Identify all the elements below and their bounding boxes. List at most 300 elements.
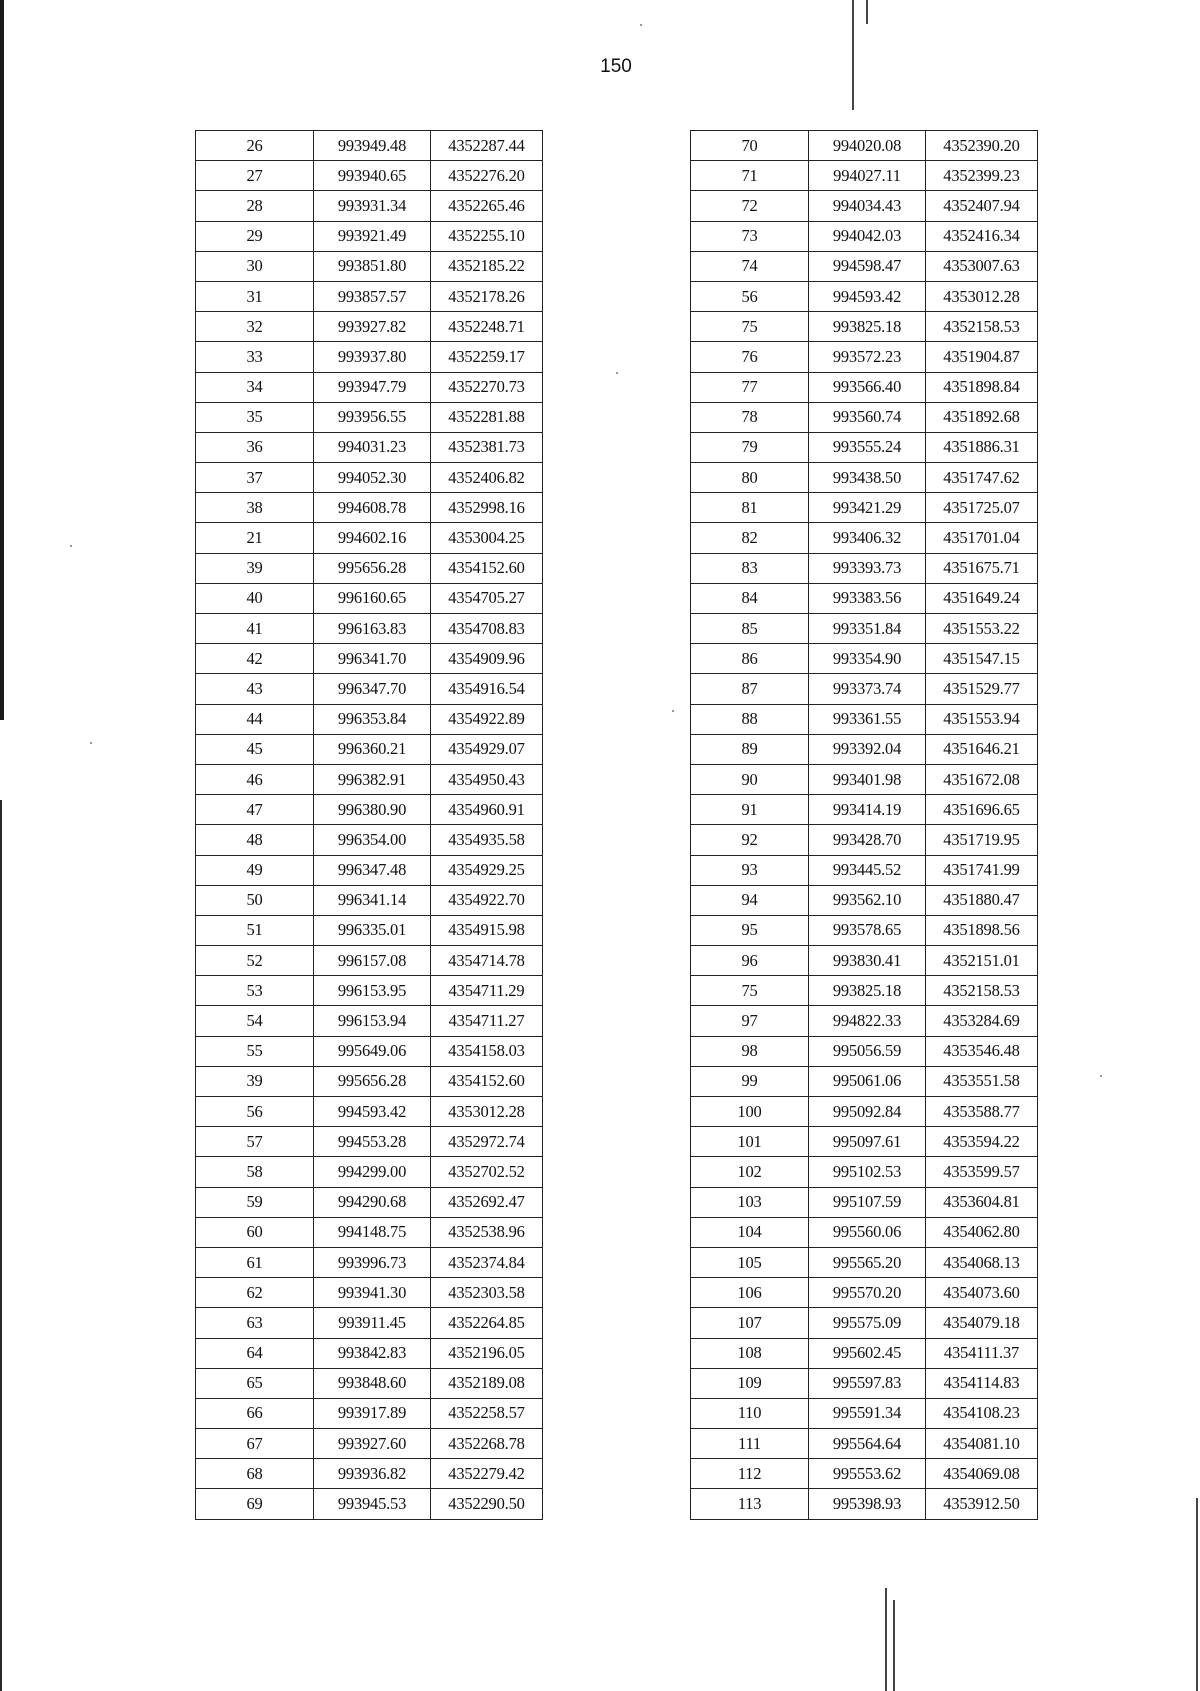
point-number-cell: 77	[691, 372, 809, 402]
x-coordinate-cell: 994822.33	[809, 1006, 926, 1036]
x-coordinate-cell: 996157.08	[314, 946, 431, 976]
x-coordinate-cell: 994042.03	[809, 221, 926, 251]
point-number-cell: 57	[196, 1127, 314, 1157]
x-coordinate-cell: 993401.98	[809, 764, 926, 794]
y-coordinate-cell: 4354950.43	[431, 764, 543, 794]
y-coordinate-cell: 4351898.84	[926, 372, 1038, 402]
x-coordinate-cell: 993555.24	[809, 432, 926, 462]
y-coordinate-cell: 4354960.91	[431, 795, 543, 825]
y-coordinate-cell: 4354922.70	[431, 885, 543, 915]
x-coordinate-cell: 993940.65	[314, 161, 431, 191]
table-row	[691, 855, 1038, 885]
y-coordinate-cell: 4354714.78	[431, 946, 543, 976]
point-number-cell: 28	[196, 191, 314, 221]
table-row	[196, 946, 543, 976]
point-number-cell: 40	[196, 583, 314, 613]
point-number-cell: 86	[691, 644, 809, 674]
y-coordinate-cell: 4352185.22	[431, 251, 543, 281]
table-row	[691, 251, 1038, 281]
table-row	[691, 1278, 1038, 1308]
x-coordinate-cell: 993445.52	[809, 855, 926, 885]
y-coordinate-cell: 4353912.50	[926, 1489, 1038, 1519]
x-coordinate-cell: 994608.78	[314, 493, 431, 523]
y-coordinate-cell: 4354069.08	[926, 1459, 1038, 1489]
x-coordinate-cell: 996347.70	[314, 674, 431, 704]
table-row	[196, 734, 543, 764]
scan-speck	[616, 372, 618, 374]
point-number-cell: 108	[691, 1338, 809, 1368]
x-coordinate-cell: 993931.34	[314, 191, 431, 221]
x-coordinate-cell: 993393.73	[809, 553, 926, 583]
table-row	[691, 1489, 1038, 1519]
y-coordinate-cell: 4354935.58	[431, 825, 543, 855]
y-coordinate-cell: 4353004.25	[431, 523, 543, 553]
x-coordinate-cell: 995398.93	[809, 1489, 926, 1519]
x-coordinate-cell: 993560.74	[809, 402, 926, 432]
x-coordinate-cell: 996153.95	[314, 976, 431, 1006]
table-row	[196, 1247, 543, 1277]
table-row	[691, 1187, 1038, 1217]
point-number-cell: 83	[691, 553, 809, 583]
y-coordinate-cell: 4354711.29	[431, 976, 543, 1006]
x-coordinate-cell: 993414.19	[809, 795, 926, 825]
point-number-cell: 42	[196, 644, 314, 674]
scan-line-artifact	[866, 0, 868, 24]
y-coordinate-cell: 4353604.81	[926, 1187, 1038, 1217]
y-coordinate-cell: 4351747.62	[926, 463, 1038, 493]
y-coordinate-cell: 4352381.73	[431, 432, 543, 462]
table-row	[691, 493, 1038, 523]
table-row	[196, 553, 543, 583]
x-coordinate-cell: 995097.61	[809, 1127, 926, 1157]
table-row	[691, 1097, 1038, 1127]
table-row	[196, 885, 543, 915]
x-coordinate-cell: 996163.83	[314, 614, 431, 644]
point-number-cell: 91	[691, 795, 809, 825]
point-number-cell: 112	[691, 1459, 809, 1489]
x-coordinate-cell: 993373.74	[809, 674, 926, 704]
table-row	[691, 795, 1038, 825]
x-coordinate-cell: 994598.47	[809, 251, 926, 281]
x-coordinate-cell: 994593.42	[314, 1097, 431, 1127]
point-number-cell: 34	[196, 372, 314, 402]
point-number-cell: 88	[691, 704, 809, 734]
x-coordinate-cell: 995565.20	[809, 1247, 926, 1277]
table-row	[691, 131, 1038, 161]
y-coordinate-cell: 4352158.53	[926, 312, 1038, 342]
y-coordinate-cell: 4351675.71	[926, 553, 1038, 583]
x-coordinate-cell: 993956.55	[314, 402, 431, 432]
scan-speck	[1100, 1075, 1102, 1077]
table-row	[691, 734, 1038, 764]
y-coordinate-cell: 4352276.20	[431, 161, 543, 191]
y-coordinate-cell: 4352151.01	[926, 946, 1038, 976]
y-coordinate-cell: 4354915.98	[431, 915, 543, 945]
point-number-cell: 47	[196, 795, 314, 825]
x-coordinate-cell: 994148.75	[314, 1217, 431, 1247]
y-coordinate-cell: 4351904.87	[926, 342, 1038, 372]
x-coordinate-cell: 993383.56	[809, 583, 926, 613]
x-coordinate-cell: 993937.80	[314, 342, 431, 372]
scan-speck	[672, 710, 674, 712]
table-row	[196, 402, 543, 432]
point-number-cell: 82	[691, 523, 809, 553]
table-row	[196, 1036, 543, 1066]
x-coordinate-cell: 994020.08	[809, 131, 926, 161]
table-row	[691, 191, 1038, 221]
y-coordinate-cell: 4354922.89	[431, 704, 543, 734]
point-number-cell: 94	[691, 885, 809, 915]
y-coordinate-cell: 4354111.37	[926, 1338, 1038, 1368]
page-number: 150	[600, 56, 632, 77]
x-coordinate-cell: 994290.68	[314, 1187, 431, 1217]
y-coordinate-cell: 4351886.31	[926, 432, 1038, 462]
table-row	[196, 644, 543, 674]
point-number-cell: 71	[691, 161, 809, 191]
point-number-cell: 59	[196, 1187, 314, 1217]
x-coordinate-cell: 993996.73	[314, 1247, 431, 1277]
scan-line-artifact	[885, 1588, 887, 1691]
table-row	[691, 1308, 1038, 1338]
table-row	[691, 1157, 1038, 1187]
point-number-cell: 53	[196, 976, 314, 1006]
point-number-cell: 97	[691, 1006, 809, 1036]
point-number-cell: 45	[196, 734, 314, 764]
x-coordinate-cell: 993947.79	[314, 372, 431, 402]
table-row	[196, 1097, 543, 1127]
scan-edge-artifact	[0, 0, 4, 720]
x-coordinate-cell: 993566.40	[809, 372, 926, 402]
table-row	[691, 161, 1038, 191]
y-coordinate-cell: 4352374.84	[431, 1247, 543, 1277]
table-row	[196, 976, 543, 1006]
table-row	[196, 855, 543, 885]
y-coordinate-cell: 4352538.96	[431, 1217, 543, 1247]
x-coordinate-cell: 993562.10	[809, 885, 926, 915]
point-number-cell: 75	[691, 976, 809, 1006]
y-coordinate-cell: 4352416.34	[926, 221, 1038, 251]
table-row	[196, 161, 543, 191]
table-row	[196, 1459, 543, 1489]
x-coordinate-cell: 993406.32	[809, 523, 926, 553]
table-row	[196, 432, 543, 462]
y-coordinate-cell: 4353012.28	[926, 281, 1038, 311]
y-coordinate-cell: 4352399.23	[926, 161, 1038, 191]
point-number-cell: 109	[691, 1368, 809, 1398]
table-row	[691, 583, 1038, 613]
point-number-cell: 89	[691, 734, 809, 764]
x-coordinate-cell: 993945.53	[314, 1489, 431, 1519]
point-number-cell: 100	[691, 1097, 809, 1127]
scan-line-artifact	[1196, 1498, 1198, 1691]
point-number-cell: 111	[691, 1429, 809, 1459]
point-number-cell: 58	[196, 1157, 314, 1187]
table-row	[196, 131, 543, 161]
y-coordinate-cell: 4351553.94	[926, 704, 1038, 734]
table-row	[691, 432, 1038, 462]
table-row	[196, 674, 543, 704]
x-coordinate-cell: 993825.18	[809, 312, 926, 342]
x-coordinate-cell: 993428.70	[809, 825, 926, 855]
point-number-cell: 96	[691, 946, 809, 976]
y-coordinate-cell: 4351696.65	[926, 795, 1038, 825]
x-coordinate-cell: 993825.18	[809, 976, 926, 1006]
y-coordinate-cell: 4354909.96	[431, 644, 543, 674]
y-coordinate-cell: 4352265.46	[431, 191, 543, 221]
y-coordinate-cell: 4352248.71	[431, 312, 543, 342]
y-coordinate-cell: 4353594.22	[926, 1127, 1038, 1157]
table-row	[691, 1398, 1038, 1428]
y-coordinate-cell: 4353599.57	[926, 1157, 1038, 1187]
y-coordinate-cell: 4354079.18	[926, 1308, 1038, 1338]
point-number-cell: 52	[196, 946, 314, 976]
x-coordinate-cell: 993949.48	[314, 131, 431, 161]
x-coordinate-cell: 995570.20	[809, 1278, 926, 1308]
x-coordinate-cell: 995591.34	[809, 1398, 926, 1428]
table-row	[196, 1398, 543, 1428]
table-row	[196, 1308, 543, 1338]
x-coordinate-cell: 996354.00	[314, 825, 431, 855]
x-coordinate-cell: 993361.55	[809, 704, 926, 734]
y-coordinate-cell: 4352196.05	[431, 1338, 543, 1368]
x-coordinate-cell: 994034.43	[809, 191, 926, 221]
y-coordinate-cell: 4352692.47	[431, 1187, 543, 1217]
x-coordinate-cell: 994299.00	[314, 1157, 431, 1187]
x-coordinate-cell: 993936.82	[314, 1459, 431, 1489]
y-coordinate-cell: 4354929.25	[431, 855, 543, 885]
y-coordinate-cell: 4351701.04	[926, 523, 1038, 553]
table-row	[691, 523, 1038, 553]
table-row	[691, 1217, 1038, 1247]
point-number-cell: 44	[196, 704, 314, 734]
y-coordinate-cell: 4354081.10	[926, 1429, 1038, 1459]
scan-edge-artifact	[0, 800, 2, 1691]
x-coordinate-cell: 996353.84	[314, 704, 431, 734]
point-number-cell: 102	[691, 1157, 809, 1187]
y-coordinate-cell: 4353007.63	[926, 251, 1038, 281]
y-coordinate-cell: 4352407.94	[926, 191, 1038, 221]
point-number-cell: 49	[196, 855, 314, 885]
y-coordinate-cell: 4351892.68	[926, 402, 1038, 432]
table-row	[691, 1429, 1038, 1459]
table-row	[691, 463, 1038, 493]
table-row	[196, 342, 543, 372]
point-number-cell: 78	[691, 402, 809, 432]
table-row	[691, 281, 1038, 311]
x-coordinate-cell: 993917.89	[314, 1398, 431, 1428]
point-number-cell: 65	[196, 1368, 314, 1398]
point-number-cell: 41	[196, 614, 314, 644]
table-row	[691, 644, 1038, 674]
table-row	[196, 372, 543, 402]
point-number-cell: 87	[691, 674, 809, 704]
y-coordinate-cell: 4354152.60	[431, 553, 543, 583]
y-coordinate-cell: 4352178.26	[431, 281, 543, 311]
table-row	[691, 1459, 1038, 1489]
x-coordinate-cell: 993842.83	[314, 1338, 431, 1368]
x-coordinate-cell: 996160.65	[314, 583, 431, 613]
point-number-cell: 93	[691, 855, 809, 885]
x-coordinate-cell: 996360.21	[314, 734, 431, 764]
y-coordinate-cell: 4354108.23	[926, 1398, 1038, 1428]
table-row	[196, 583, 543, 613]
scan-line-artifact	[852, 0, 854, 110]
y-coordinate-cell: 4354152.60	[431, 1066, 543, 1096]
point-number-cell: 38	[196, 493, 314, 523]
table-row	[691, 553, 1038, 583]
x-coordinate-cell: 995564.64	[809, 1429, 926, 1459]
x-coordinate-cell: 995656.28	[314, 1066, 431, 1096]
point-number-cell: 99	[691, 1066, 809, 1096]
table-row	[691, 1247, 1038, 1277]
y-coordinate-cell: 4351529.77	[926, 674, 1038, 704]
x-coordinate-cell: 995102.53	[809, 1157, 926, 1187]
point-number-cell: 79	[691, 432, 809, 462]
x-coordinate-cell: 994027.11	[809, 161, 926, 191]
y-coordinate-cell: 4353551.58	[926, 1066, 1038, 1096]
table-row	[196, 1368, 543, 1398]
table-row	[196, 191, 543, 221]
point-number-cell: 39	[196, 553, 314, 583]
y-coordinate-cell: 4352158.53	[926, 976, 1038, 1006]
scan-speck	[640, 24, 642, 26]
point-number-cell: 27	[196, 161, 314, 191]
x-coordinate-cell: 996347.48	[314, 855, 431, 885]
point-number-cell: 72	[691, 191, 809, 221]
point-number-cell: 32	[196, 312, 314, 342]
x-coordinate-cell: 995602.45	[809, 1338, 926, 1368]
table-row	[196, 281, 543, 311]
y-coordinate-cell: 4352268.78	[431, 1429, 543, 1459]
point-number-cell: 39	[196, 1066, 314, 1096]
x-coordinate-cell: 996341.70	[314, 644, 431, 674]
table-row	[196, 1489, 543, 1519]
coordinate-table-right	[690, 130, 1038, 1520]
y-coordinate-cell: 4352290.50	[431, 1489, 543, 1519]
x-coordinate-cell: 993351.84	[809, 614, 926, 644]
scan-line-artifact	[893, 1600, 895, 1691]
point-number-cell: 84	[691, 583, 809, 613]
x-coordinate-cell: 995597.83	[809, 1368, 926, 1398]
point-number-cell: 46	[196, 764, 314, 794]
table-row	[196, 1338, 543, 1368]
point-number-cell: 33	[196, 342, 314, 372]
point-number-cell: 56	[691, 281, 809, 311]
coordinate-table-left	[195, 130, 543, 1520]
x-coordinate-cell: 996341.14	[314, 885, 431, 915]
y-coordinate-cell: 4353588.77	[926, 1097, 1038, 1127]
point-number-cell: 70	[691, 131, 809, 161]
x-coordinate-cell: 995575.09	[809, 1308, 926, 1338]
point-number-cell: 37	[196, 463, 314, 493]
y-coordinate-cell: 4354705.27	[431, 583, 543, 613]
y-coordinate-cell: 4354158.03	[431, 1036, 543, 1066]
y-coordinate-cell: 4354068.13	[926, 1247, 1038, 1277]
y-coordinate-cell: 4352998.16	[431, 493, 543, 523]
y-coordinate-cell: 4353012.28	[431, 1097, 543, 1127]
point-number-cell: 76	[691, 342, 809, 372]
table-row	[196, 251, 543, 281]
table-row	[691, 946, 1038, 976]
point-number-cell: 48	[196, 825, 314, 855]
point-number-cell: 107	[691, 1308, 809, 1338]
y-coordinate-cell: 4354711.27	[431, 1006, 543, 1036]
table-row	[196, 221, 543, 251]
point-number-cell: 98	[691, 1036, 809, 1066]
x-coordinate-cell: 996380.90	[314, 795, 431, 825]
point-number-cell: 74	[691, 251, 809, 281]
table-row	[196, 1127, 543, 1157]
point-number-cell: 80	[691, 463, 809, 493]
point-number-cell: 54	[196, 1006, 314, 1036]
y-coordinate-cell: 4354916.54	[431, 674, 543, 704]
table-row	[691, 1338, 1038, 1368]
x-coordinate-cell: 993438.50	[809, 463, 926, 493]
table-row	[691, 1368, 1038, 1398]
y-coordinate-cell: 4351725.07	[926, 493, 1038, 523]
x-coordinate-cell: 993830.41	[809, 946, 926, 976]
y-coordinate-cell: 4351646.21	[926, 734, 1038, 764]
point-number-cell: 29	[196, 221, 314, 251]
table-row	[196, 1157, 543, 1187]
y-coordinate-cell: 4354708.83	[431, 614, 543, 644]
table-row	[196, 915, 543, 945]
table-row	[196, 795, 543, 825]
x-coordinate-cell: 995056.59	[809, 1036, 926, 1066]
x-coordinate-cell: 993848.60	[314, 1368, 431, 1398]
point-number-cell: 62	[196, 1278, 314, 1308]
table-row	[196, 463, 543, 493]
point-number-cell: 26	[196, 131, 314, 161]
table-row	[691, 221, 1038, 251]
x-coordinate-cell: 993392.04	[809, 734, 926, 764]
table-row	[196, 614, 543, 644]
y-coordinate-cell: 4351880.47	[926, 885, 1038, 915]
table-row	[196, 1429, 543, 1459]
table-row	[691, 976, 1038, 1006]
point-number-cell: 64	[196, 1338, 314, 1368]
table-row	[691, 674, 1038, 704]
scan-speck	[90, 742, 92, 744]
point-number-cell: 36	[196, 432, 314, 462]
x-coordinate-cell: 995649.06	[314, 1036, 431, 1066]
table-row	[691, 1036, 1038, 1066]
x-coordinate-cell: 996382.91	[314, 764, 431, 794]
y-coordinate-cell: 4352972.74	[431, 1127, 543, 1157]
y-coordinate-cell: 4351553.22	[926, 614, 1038, 644]
table-row	[691, 312, 1038, 342]
point-number-cell: 106	[691, 1278, 809, 1308]
y-coordinate-cell: 4352279.42	[431, 1459, 543, 1489]
point-number-cell: 55	[196, 1036, 314, 1066]
x-coordinate-cell: 993572.23	[809, 342, 926, 372]
y-coordinate-cell: 4353546.48	[926, 1036, 1038, 1066]
point-number-cell: 60	[196, 1217, 314, 1247]
table-row	[691, 915, 1038, 945]
x-coordinate-cell: 993857.57	[314, 281, 431, 311]
y-coordinate-cell: 4351741.99	[926, 855, 1038, 885]
table-row	[691, 825, 1038, 855]
table-row	[196, 312, 543, 342]
table-row	[691, 764, 1038, 794]
y-coordinate-cell: 4351547.15	[926, 644, 1038, 674]
y-coordinate-cell: 4354114.83	[926, 1368, 1038, 1398]
table-row	[196, 523, 543, 553]
point-number-cell: 105	[691, 1247, 809, 1277]
y-coordinate-cell: 4352303.58	[431, 1278, 543, 1308]
x-coordinate-cell: 995107.59	[809, 1187, 926, 1217]
point-number-cell: 30	[196, 251, 314, 281]
